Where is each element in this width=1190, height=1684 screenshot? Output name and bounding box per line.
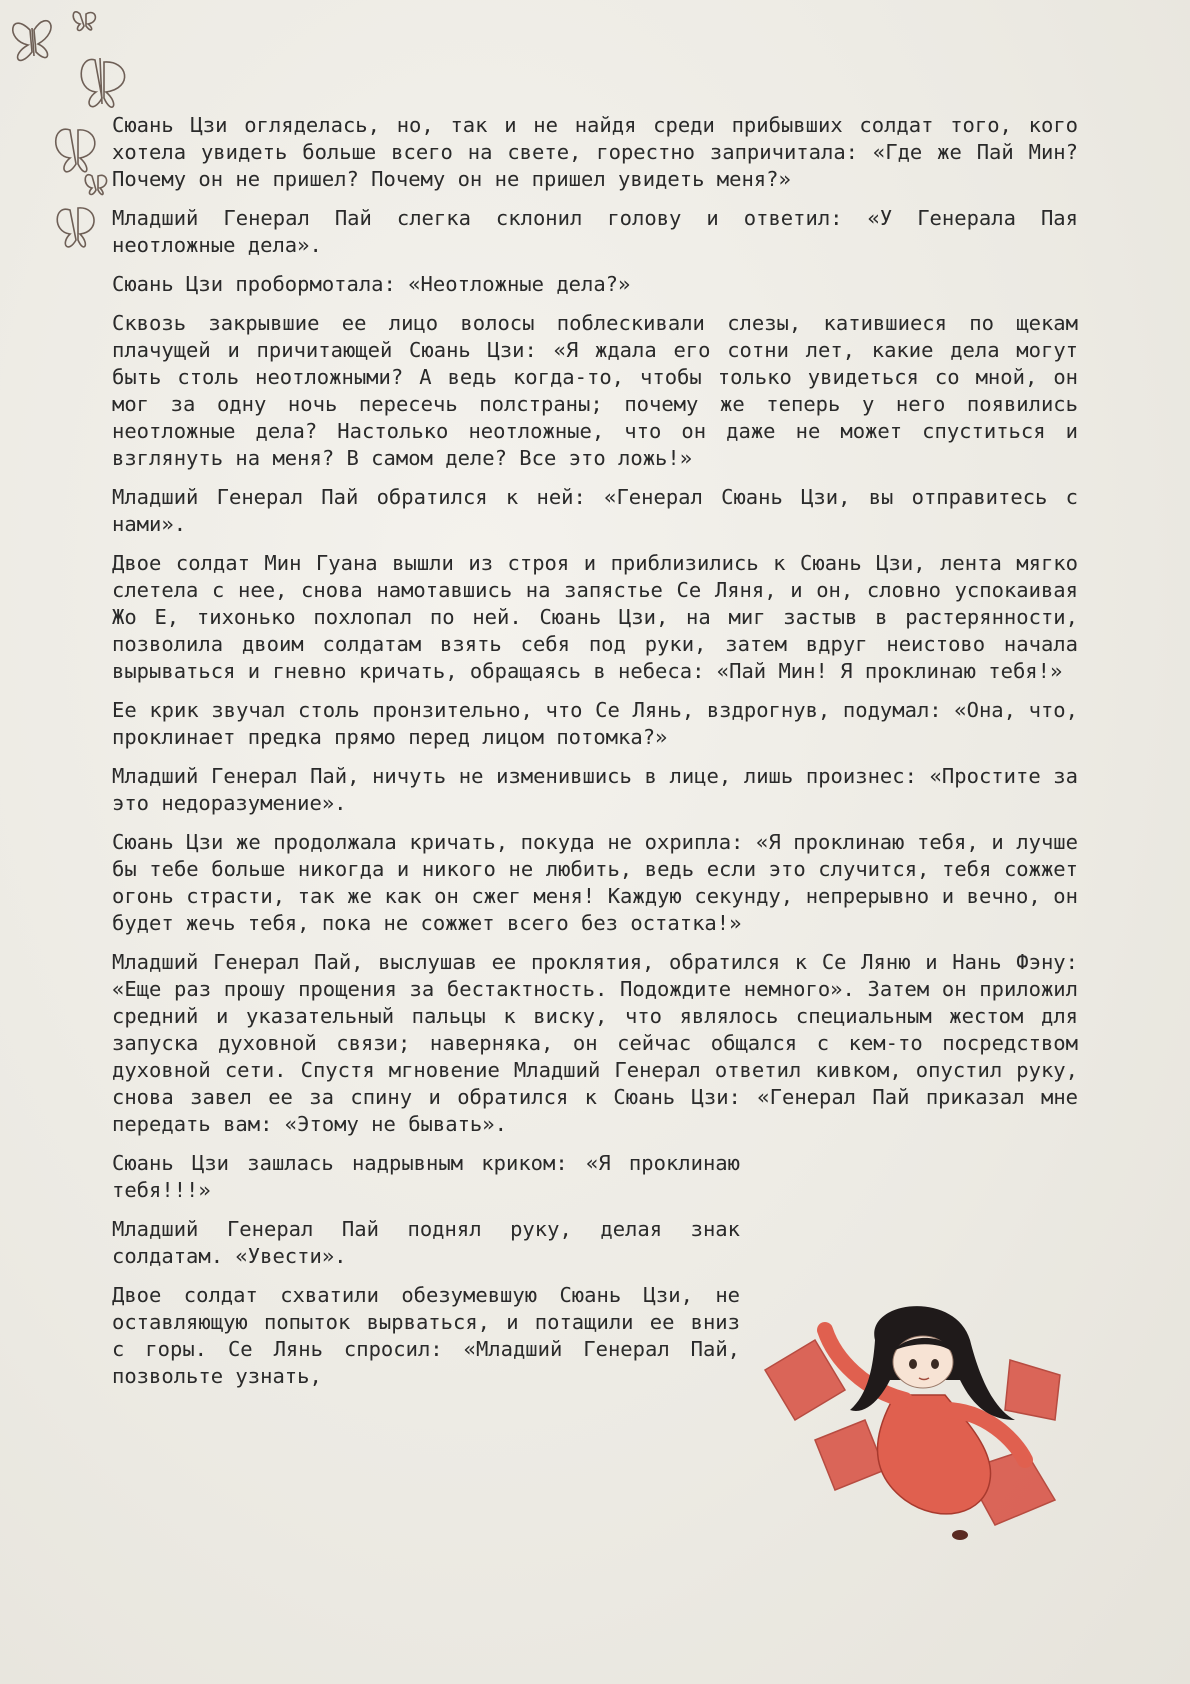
paragraph: Сюань Цзи же продолжала кричать, покуда не охрипла: «Я проклинаю тебя, и лучше бы тебе больше никогда и никого не любить, ведь если это случится, тебя сожжет огонь страсти, так же как он сжег меня! Каждую секунду, непрерывно и вечно, он будет жечь тебя, пока не сожжет всего без остатка!» [112,830,1078,935]
paragraph: Сюань Цзи пробормотала: «Неотложные дела?» [112,272,631,296]
paragraph: Сквозь закрывшие ее лицо волосы поблескивали слезы, катившиеся по щекам плачущей и причитающей Сюань Цзи: «Я ждала его сотни лет, какие дела могут быть столь неотложными? А ведь когда-то, чтобы только увидеться со мной, он мог за одну ночь пересечь полстраны; почему же теперь у него появились неотложные дела? Настолько неотложные, что он даже не может спуститься и взглянуть на меня? В самом деле? Все это ложь!» [112,311,1078,470]
paragraph: Ее крик звучал столь пронзительно, что Се Лянь, вздрогнув, подумал: «Она, что, проклинает предка прямо перед лицом потомка?» [112,698,1078,749]
chibi-character-illustration [755,1300,1105,1550]
paragraph: Младший Генерал Пай слегка склонил голову и ответил: «У Генерала Пая неотложные дела». [112,206,1078,257]
paragraph: Младший Генерал Пай обратился к ней: «Генерал Сюань Цзи, вы отправитесь с нами». [112,485,1078,536]
paragraph: Младший Генерал Пай, ничуть не изменившись в лице, лишь произнес: «Простите за это недоразумение». [112,764,1078,815]
paragraph: Сюань Цзи зашлась надрывным криком: «Я проклинаю тебя!!!» [112,1151,740,1202]
paragraph: Двое солдат схватили обезумевшую Сюань Цзи, не оставляющую попыток вырваться, и потащили ее вниз с горы. Се Лянь спросил: «Младший Генерал Пай, позвольте узнать, [112,1283,740,1388]
paragraph: Двое солдат Мин Гуана вышли из строя и приблизились к Сюань Цзи, лента мягко слетела с нее, снова намотавшись на запястье Се Ляня, и он, словно успокаивая Жо Е, тихонько похлопал по ней. Сюань Цзи, на миг застыв в растерянности, позволила двоим солдатам взять себя под руки, затем вдруг неистово начала вырываться и гневно кричать, обращаясь в небеса: «Пай Мин! Я проклинаю тебя!» [112,551,1078,683]
story-text [112,112,1078,1402]
paragraph: Младший Генерал Пай, выслушав ее проклятия, обратился к Се Ляню и Нань Фэну: «Еще раз прошу прощения за бестактность. Подождите немного». Затем он приложил средний и указательный пальцы к виску, что являлось специальным жестом для запуска духовной связи; наверняка, он сейчас общался с кем-то посредством духовной сети. Спустя мгновение Младший Генерал ответил кивком, опустил руку, снова завел ее за спину и обратился к Сюань Цзи: «Генерал Пай приказал мне передать вам: «Этому не бывать». [112,950,1078,1136]
paragraph: Сюань Цзи огляделась, но, так и не найдя среди прибывших солдат того, кого хотела увидеть больше всего на свете, горестно запричитала: «Где же Пай Мин? Почему он не пришел? Почему он не пришел увидеть меня?» [112,113,1078,191]
paragraph: Младший Генерал Пай поднял руку, делая знак солдатам. «Увести». [112,1217,740,1268]
